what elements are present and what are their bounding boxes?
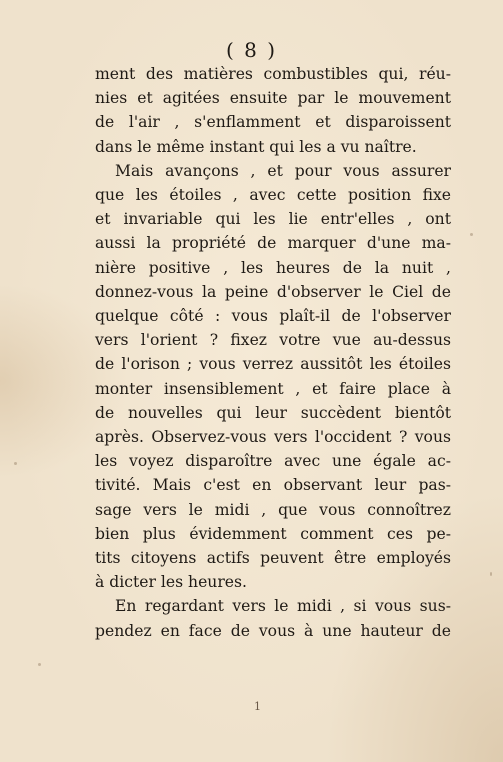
text-line: quelque côté : vous plaît-il de l'observer	[95, 307, 451, 326]
text-line: sage vers le midi , que vous connoîtrez	[95, 500, 451, 519]
printer-mark: 1	[254, 700, 261, 713]
paper-speck	[14, 462, 17, 465]
body-text	[95, 62, 451, 643]
paper-speck	[490, 572, 492, 576]
paper-speck	[470, 233, 473, 236]
text-line: pendez en face de vous à une hauteur de	[95, 621, 451, 640]
text-line: et invariable qui les lie entr'elles , ont	[95, 210, 451, 229]
text-line: aussi la propriété de marquer d'une ma-	[95, 234, 451, 253]
text-line: tivité. Mais c'est en observant leur pas-	[95, 476, 451, 495]
text-line: que les étoiles , avec cette position fixe	[95, 186, 451, 205]
text-line: nies et agitées ensuite par le mouvement	[95, 89, 451, 108]
text-line: monter insensiblement , et faire place à	[95, 379, 451, 398]
text-line: bien plus évidemment comment ces pe-	[95, 524, 451, 543]
text-line: les voyez disparoître avec une égale ac-	[95, 452, 451, 471]
text-line: nière positive , les heures de la nuit ,	[95, 258, 451, 277]
text-line: de l'air , s'enflamment et disparoissent	[95, 113, 451, 132]
text-line: de l'orison ; vous verrez aussitôt les étoiles	[95, 355, 451, 374]
text-line: de nouvelles qui leur succèdent bientôt	[95, 403, 451, 422]
text-line: à dicter les heures.	[95, 573, 247, 592]
text-line: vers l'orient ? fixez votre vue au-dessus	[95, 331, 451, 350]
text-line: ment des matières combustibles qui, réu-	[95, 65, 451, 83]
text-line: donnez-vous la peine d'observer le Ciel de	[95, 282, 451, 301]
text-line: après. Observez-vous vers l'occident ? vous	[95, 428, 451, 447]
text-line: tits citoyens actifs peuvent être employés	[95, 549, 451, 568]
page-number: ( 8 )	[225, 38, 278, 62]
paper-speck	[38, 663, 41, 666]
text-line: dans le même instant qui les a vu naître.	[95, 137, 417, 156]
text-line: Mais avançons , et pour vous assurer	[115, 161, 451, 180]
text-line: En regardant vers le midi , si vous sus-	[115, 597, 451, 616]
